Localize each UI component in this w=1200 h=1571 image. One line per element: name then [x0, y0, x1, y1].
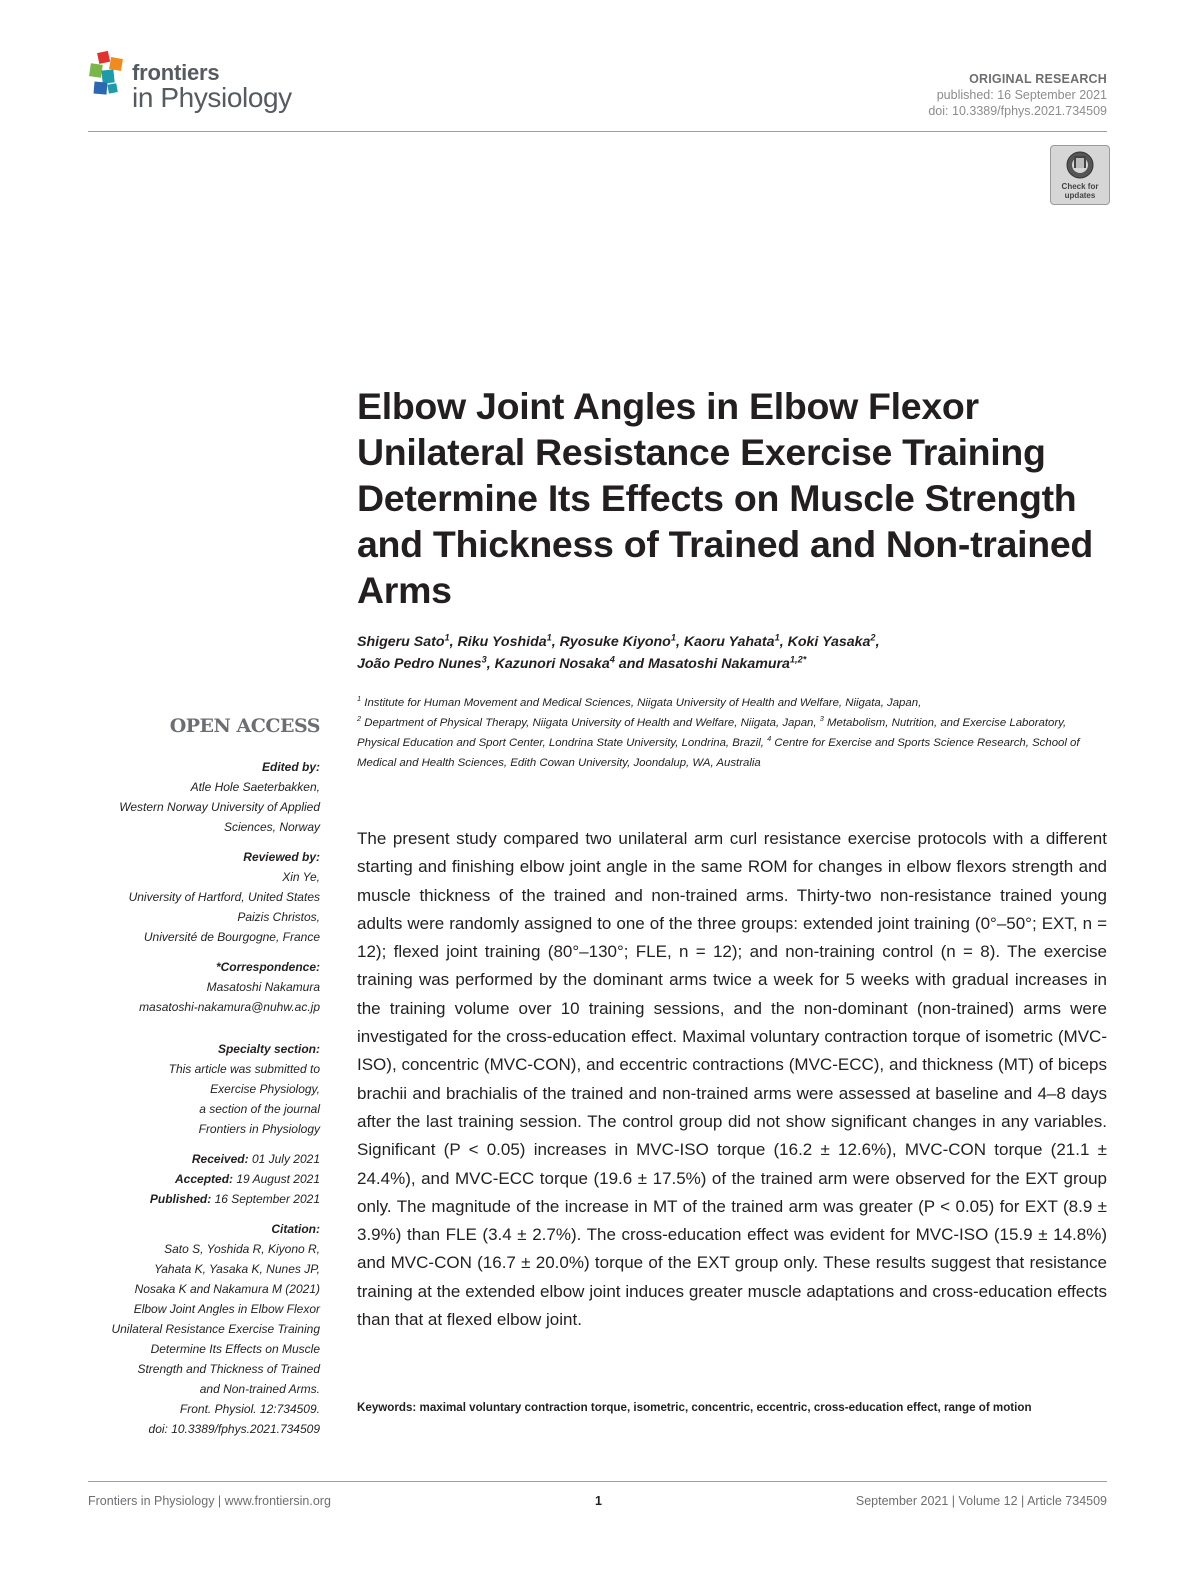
affil-sup: 2 — [357, 714, 362, 724]
reviewer-line: University of Hartford, United States — [128, 890, 320, 904]
crossmark-icon — [1065, 150, 1095, 180]
reviewer-line: Paizis Christos, — [237, 910, 320, 924]
edited-by-label: Edited by: — [261, 760, 320, 774]
citation-doi[interactable]: doi: 10.3389/fphys.2021.734509 — [148, 1422, 320, 1436]
citation-section — [80, 1219, 320, 1439]
abstract-text: The present study compared two unilateral arm curl resistance exercise protocols with a different starting and finishing elbow joint angle in the same ROM for changes in elbow flexors strength and muscle thickness of the trained and non-trained arms. Thirty-two non-resistance trained young adults were randomly assigned to one of the three groups: extended joint training (0°–50°; EXT, n = 12); flexed joint training (80°–130°; FLE, n = 12); and non-training control (n = 8). The exercise training was performed by the dominant arms twice a week for 5 weeks with gradual increases in the training volume over 10 training sessions, and the non-dominant (non-trained) arms were investigated for the cross-education effect. Maximal voluntary contraction torque of isometric (MVC-ISO), concentric (MVC-CON), and eccentric contractions (MVC-ECC), and thickness (MT) of biceps brachii and brachialis of the trained and non-trained arms were assessed at baseline and 4–8 days after the last training session. The control group did not show significant changes in any variables. Significant (P < 0.05) increases in MVC-ISO torque (16.2 ± 12.6%), MVC-CON torque (21.1 ± 24.4%), and MVC-ECC torque (19.6 ± 17.5%) of the trained arm were observed for the EXT group only. The magnitude of the increase in MT of the trained arm was greater (P < 0.05) for EXT (8.9 ± 3.9%) than FLE (3.4 ± 2.7%). The cross-education effect was evident for MVC-ISO (15.9 ± 14.8%) and MVC-CON (16.7 ± 20.0%) torque of the EXT group only. These results suggest that resistance training at the extended elbow joint induces greater muscle adaptations and cross-education effects than that at flexed elbow joint. — [357, 829, 1107, 1330]
author-name: Ryosuke Kiyono — [559, 634, 671, 650]
reviewed-by-section — [80, 847, 320, 947]
author-affil-sup: 3 — [481, 654, 487, 665]
reviewed-by-label: Reviewed by: — [243, 850, 320, 864]
affiliation: Centre for Exercise and Sports Science Research, School of Medical and Health Sciences, Edith Cowan University, Joondalup, WA, Australia — [357, 737, 1080, 769]
specialty-line: Exercise Physiology, — [210, 1082, 320, 1096]
keywords-label: Keywords: — [357, 1401, 417, 1414]
author-affil-sup: 1 — [774, 632, 780, 643]
article-doi[interactable]: doi: 10.3389/fphys.2021.734509 — [928, 104, 1107, 118]
open-access-label: OPEN ACCESS — [169, 715, 320, 737]
journal-name: in Physiology — [132, 82, 292, 113]
published-date-side: Published: 16 September 2021 — [149, 1192, 320, 1206]
keywords-list: maximal voluntary contraction torque, isometric, concentric, eccentric, cross-education effect, range of motion — [419, 1401, 1032, 1414]
affil-sup: 4 — [767, 734, 772, 744]
article-sidebar — [80, 715, 320, 1439]
author-affil-sup: 4 — [609, 654, 615, 665]
author-affil-sup: 1,2* — [789, 654, 807, 665]
received-date: Received: 01 July 2021 — [191, 1152, 320, 1166]
reviewer-line: Xin Ye, — [282, 870, 320, 884]
citation-label: Citation: — [271, 1222, 320, 1236]
page-number: 1 — [595, 1494, 602, 1508]
author-name: Koki Yasaka — [787, 634, 871, 650]
editor-line: Western Norway University of Applied — [119, 800, 320, 814]
accepted-date: Accepted: 19 August 2021 — [175, 1172, 320, 1186]
affil-sup: 1 — [357, 694, 362, 704]
author-affil-sup: 2 — [870, 632, 876, 643]
frontiers-logo-icon — [88, 50, 128, 100]
specialty-section — [80, 1039, 320, 1139]
specialty-label: Specialty section: — [217, 1042, 320, 1056]
editor-line: Sciences, Norway — [223, 820, 320, 834]
author-name: Kaoru Yahata — [683, 634, 775, 650]
published-date: published: 16 September 2021 — [936, 88, 1107, 102]
affiliation-list — [357, 693, 1109, 773]
citation-line: and Non-trained Arms. — [199, 1382, 320, 1396]
author-name: Shigeru Sato — [357, 634, 445, 650]
affiliation: Metabolism, Nutrition, and Exercise Laboratory, Physical Education and Sport Center, Londrina State University, Londrina, Brazil, — [357, 717, 1067, 749]
check-for-updates-badge[interactable] — [1050, 145, 1110, 205]
affiliation: Institute for Human Movement and Medical Sciences, Niigata University of Health and Welfare, Niigata, Japan, — [364, 697, 922, 709]
reviewer-line: Université de Bourgogne, France — [143, 930, 320, 944]
correspondence-section — [80, 957, 320, 1017]
specialty-line: Frontiers in Physiology — [198, 1122, 320, 1136]
header-divider — [88, 131, 1107, 132]
affil-sup: 3 — [819, 714, 824, 724]
citation-line: Sato S, Yoshida R, Kiyono R, — [164, 1242, 320, 1256]
author-name: Riku Yoshida — [457, 634, 547, 650]
citation-line: Unilateral Resistance Exercise Training — [111, 1322, 320, 1336]
citation-line: Front. Physiol. 12:734509. — [179, 1402, 320, 1416]
footer-journal-link[interactable]: Frontiers in Physiology | www.frontiersin.org — [88, 1494, 331, 1508]
author-name: Masatoshi Nakamura — [647, 656, 790, 672]
journal-logo[interactable] — [88, 50, 328, 126]
footer-issue-info: September 2021 | Volume 12 | Article 734509 — [855, 1494, 1107, 1508]
author-name: João Pedro Nunes — [357, 656, 482, 672]
author-list: Shigeru Sato$^1$, Riku Yoshida$^1$, Ryosuke Kiyono$^1$, Kaoru Yahata$^1$, Koki Yasaka$^2$, João Pedro Nunes$^3$, Kazunori Nosaka$^4$ and Masatoshi Nakamura$^{1,2*}$ — [357, 632, 880, 672]
author-name: Kazunori Nosaka — [494, 656, 610, 672]
specialty-line: This article was submitted to — [168, 1062, 320, 1076]
journal-brand: frontiers — [132, 60, 220, 85]
keywords — [357, 1398, 1107, 1417]
author-affil-sup: 1 — [444, 632, 450, 643]
article-type: ORIGINAL RESEARCH — [969, 72, 1107, 86]
article-header-meta — [928, 71, 1107, 119]
check-for-updates-label: Check for updates — [1061, 182, 1099, 200]
citation-line: Yahata K, Yasaka K, Nunes JP, — [154, 1262, 320, 1276]
correspondence-label: *Correspondence: — [215, 960, 320, 974]
specialty-line: a section of the journal — [199, 1102, 320, 1116]
edited-by-section — [80, 757, 320, 837]
article-title: Elbow Joint Angles in Elbow Flexor Unilateral Resistance Exercise Training Determine Its Effects on Muscle Strength and Thickness of Trained and Non-trained Arms — [357, 385, 1094, 611]
citation-line: Nosaka K and Nakamura M (2021) — [134, 1282, 320, 1296]
citation-line: Elbow Joint Angles in Elbow Flexor — [133, 1302, 320, 1316]
author-affil-sup: 1 — [546, 632, 552, 643]
correspondence-name: Masatoshi Nakamura — [206, 980, 320, 994]
author-affil-sup: 1 — [670, 632, 676, 643]
correspondence-email[interactable]: masatoshi-nakamura@nuhw.ac.jp — [139, 1000, 320, 1014]
dates-section — [80, 1149, 320, 1209]
footer-divider — [88, 1481, 1107, 1482]
editor-line: Atle Hole Saeterbakken, — [190, 780, 320, 794]
citation-line: Determine Its Effects on Muscle — [150, 1342, 320, 1356]
affiliation: Department of Physical Therapy, Niigata University of Health and Welfare, Niigata, Japan, — [364, 717, 817, 729]
citation-line: Strength and Thickness of Trained — [137, 1362, 320, 1376]
